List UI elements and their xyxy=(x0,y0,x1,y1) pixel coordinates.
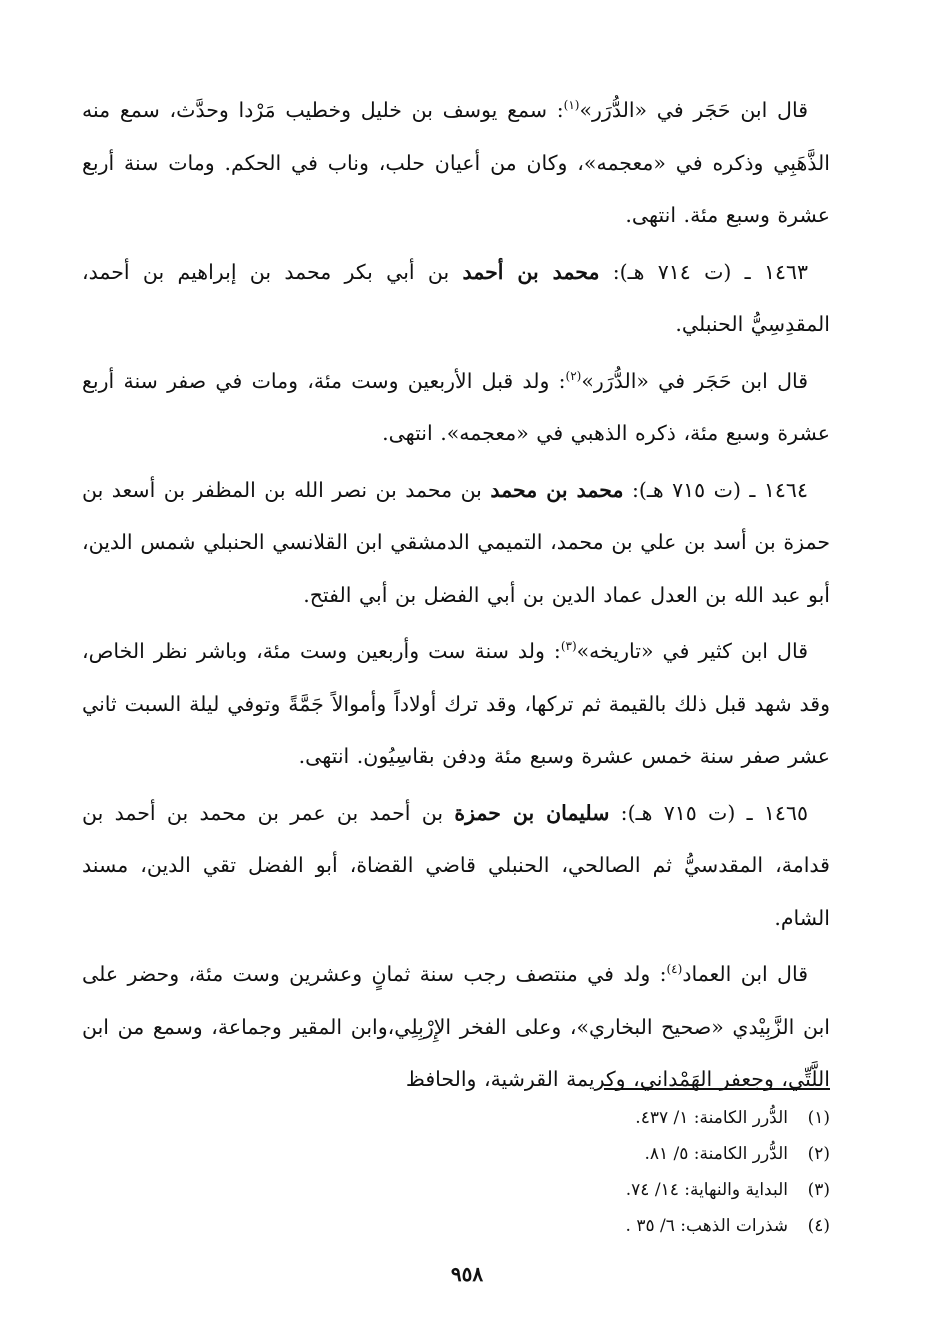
entry-lineage: بن أبي بكر محمد بن إبراهيم بن أحمد، المقدِسِيُّ الحنبلي. xyxy=(82,259,830,336)
quote-lead: قال ابن حَجَر في «الدُّرَر» xyxy=(581,368,809,393)
quote-text: : سمع يوسف بن خليل وخطيب مَرْدا وحدَّث، سمع منه الذَّهَبِي وذكره في «معجمه»، وكان من أعيان حلب، وناب في الحكم. ومات سنة أربع عشرة وسبع مئة. انتهى. xyxy=(82,98,830,227)
entry-number: ١٤٦٣ ـ (ت ٧١٤ هـ): xyxy=(612,259,809,284)
footnote-marker: (٢) xyxy=(565,368,582,383)
quote-lead: قال ابن كثير في «تاريخه» xyxy=(576,639,808,663)
quote-paragraph-2 xyxy=(82,355,830,460)
quote-text: : ولد في منتصف رجب سنة ثمانٍ وعشرين وست مئة، وحضر على ابن الزَّبِيْدي «صحيح البخاري»، وعلى الفخر الإِرْبِلِي،وابن المقير وجماعة، وسمع من ابن اللَّتِّي، وجعفر الهَمْداني، وكريمة القرشية، والحافظ xyxy=(82,962,830,1091)
footnote-item xyxy=(330,1172,830,1208)
quote-text: : ولد سنة ست وأربعين وست مئة، وباشر نظر الخاص، وقد شهد قبل ذلك بالقيمة ثم تركها، وقد ترك أولاداً وأموالاً جَمَّةً وتوفي ليلة السبت ثاني عشر صفر سنة خمس عشرة وسبع مئة ودفن بقاسِيُون. انتهى. xyxy=(82,639,830,768)
biography-entry-1465 xyxy=(82,787,830,945)
quote-paragraph-3 xyxy=(82,625,830,783)
footnote-number: (٣) xyxy=(807,1180,830,1200)
page-body xyxy=(82,84,830,1106)
page-number: ٩٥٨ xyxy=(450,1262,484,1286)
entry-lineage: بن أحمد بن عمر بن محمد بن أحمد بن قدامة، المقدسيُّ ثم الصالحي، الحنبلي قاضي القضاة، أبو الفضل تقي الدين، مسند الشام. xyxy=(82,800,830,930)
footnote-text: البداية والنهاية: ١٤/ ٧٤. xyxy=(625,1180,788,1200)
biography-entry-1464 xyxy=(82,464,830,622)
entry-lineage: بن محمد بن نصر الله بن المظفر بن أسعد بن حمزة بن أسد بن علي بن محمد، التميمي الدمشقي ابن القلانسي الحنبلي شمس الدين، أبو عبد الله بن العدل عماد الدين بن أبي الفضل بن أبي الفتح. xyxy=(82,477,830,607)
footnote-text: الدُّرر الكامنة: ١/ ٤٣٧. xyxy=(635,1108,788,1128)
entry-name: سليمان بن حمزة xyxy=(454,800,610,825)
footnote-marker: (١) xyxy=(563,98,580,113)
quote-text: : ولد قبل الأربعين وست مئة، ومات في صفر سنة أربع عشرة وسبع مئة، ذكره الذهبي في «معجمه». انتهى. xyxy=(82,368,830,445)
footnote-text: شذرات الذهب: ٦/ ٣٥ . xyxy=(625,1216,788,1236)
footnotes-list xyxy=(330,1100,830,1244)
quote-lead: قال ابن العماد xyxy=(682,962,808,986)
footnote-number: (٢) xyxy=(807,1144,830,1164)
footnote-item xyxy=(330,1136,830,1172)
footnote-marker: (٤) xyxy=(666,962,683,977)
entry-number: ١٤٦٤ ـ (ت ٧١٥ هـ): xyxy=(631,477,808,502)
footnote-number: (٤) xyxy=(807,1216,830,1236)
quote-lead: قال ابن حَجَر في «الدُّرَر» xyxy=(579,98,808,122)
footnote-marker: (٣) xyxy=(560,639,577,654)
entry-name: محمد بن محمد xyxy=(490,477,624,502)
quote-paragraph-1 xyxy=(82,84,830,242)
entry-name: محمد بن أحمد xyxy=(462,259,600,284)
footnote-item xyxy=(330,1208,830,1244)
footnote-divider xyxy=(604,1088,830,1090)
footnote-number: (١) xyxy=(807,1108,830,1128)
biography-entry-1463 xyxy=(82,246,830,351)
quote-paragraph-4 xyxy=(82,948,830,1106)
footnote-text: الدُّرر الكامنة: ٥/ ٨١. xyxy=(644,1144,788,1164)
entry-number: ١٤٦٥ ـ (ت ٧١٥ هـ): xyxy=(620,800,808,825)
footnote-item xyxy=(330,1100,830,1136)
